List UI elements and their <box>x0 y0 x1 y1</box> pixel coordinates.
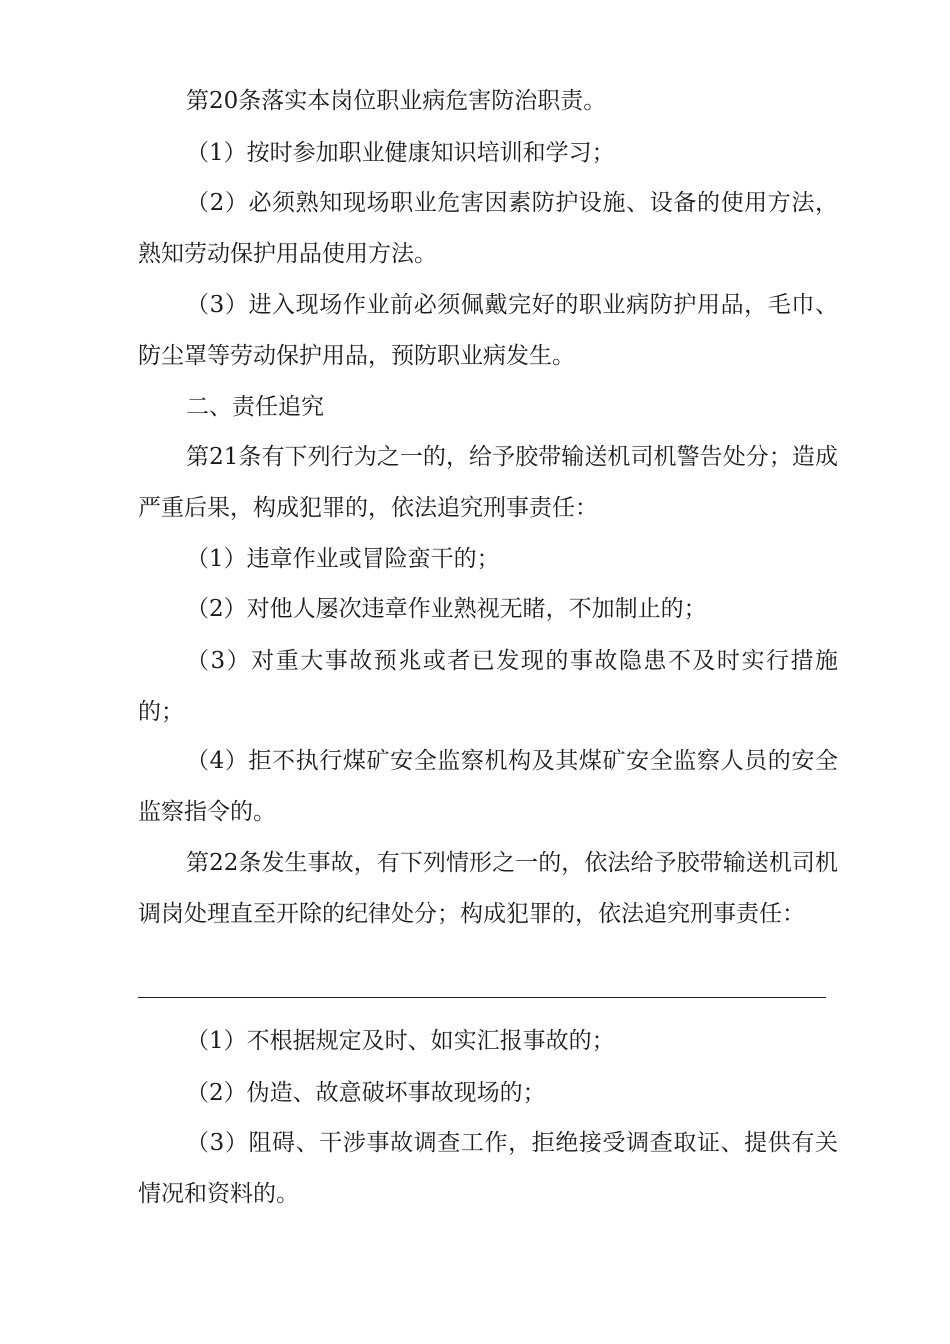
article-21-item-4: （4）拒不执行煤矿安全监察机构及其煤矿安全监察人员的安全监察指令的。 <box>138 748 838 825</box>
section-heading: 二、责任追究 <box>186 394 324 420</box>
article-20-item-1: （1）按时参加职业健康知识培训和学习； <box>186 140 615 166</box>
article-20: 第20条落实本岗位职业病危害防治职责。 <box>186 88 607 114</box>
article-22: 第22条发生事故，有下列情形之一的，依法给予胶带输送机司机调岗处理直至开除的纪律处分；构成犯罪的，依法追究刑事责任： <box>138 850 838 927</box>
article-21-item-1: （1）违章作业或冒险蛮干的； <box>186 546 500 572</box>
article-21-item-3: （3）对重大事故预兆或者已发现的事故隐患不及时实行措施的； <box>138 648 838 725</box>
article-22-item-2: （2）伪造、故意破坏事故现场的； <box>186 1080 546 1106</box>
article-22-item-1: （1）不根据规定及时、如实汇报事故的； <box>186 1028 615 1054</box>
article-20-item-3: （3）进入现场作业前必须佩戴完好的职业病防护用品，毛巾、防尘罩等劳动保护用品，预防职业病发生。 <box>138 292 838 369</box>
page-divider <box>138 997 826 998</box>
article-21-item-2: （2）对他人屡次违章作业熟视无睹，不加制止的； <box>186 596 707 622</box>
article-20-item-2: （2）必须熟知现场职业危害因素防护设施、设备的使用方法，熟知劳动保护用品使用方法。 <box>138 190 838 267</box>
article-22-item-3: （3）阻碍、干涉事故调查工作，拒绝接受调查取证、提供有关情况和资料的。 <box>138 1130 838 1207</box>
article-21: 第21条有下列行为之一的，给予胶带输送机司机警告处分；造成严重后果，构成犯罪的，依法追究刑事责任： <box>138 444 838 521</box>
